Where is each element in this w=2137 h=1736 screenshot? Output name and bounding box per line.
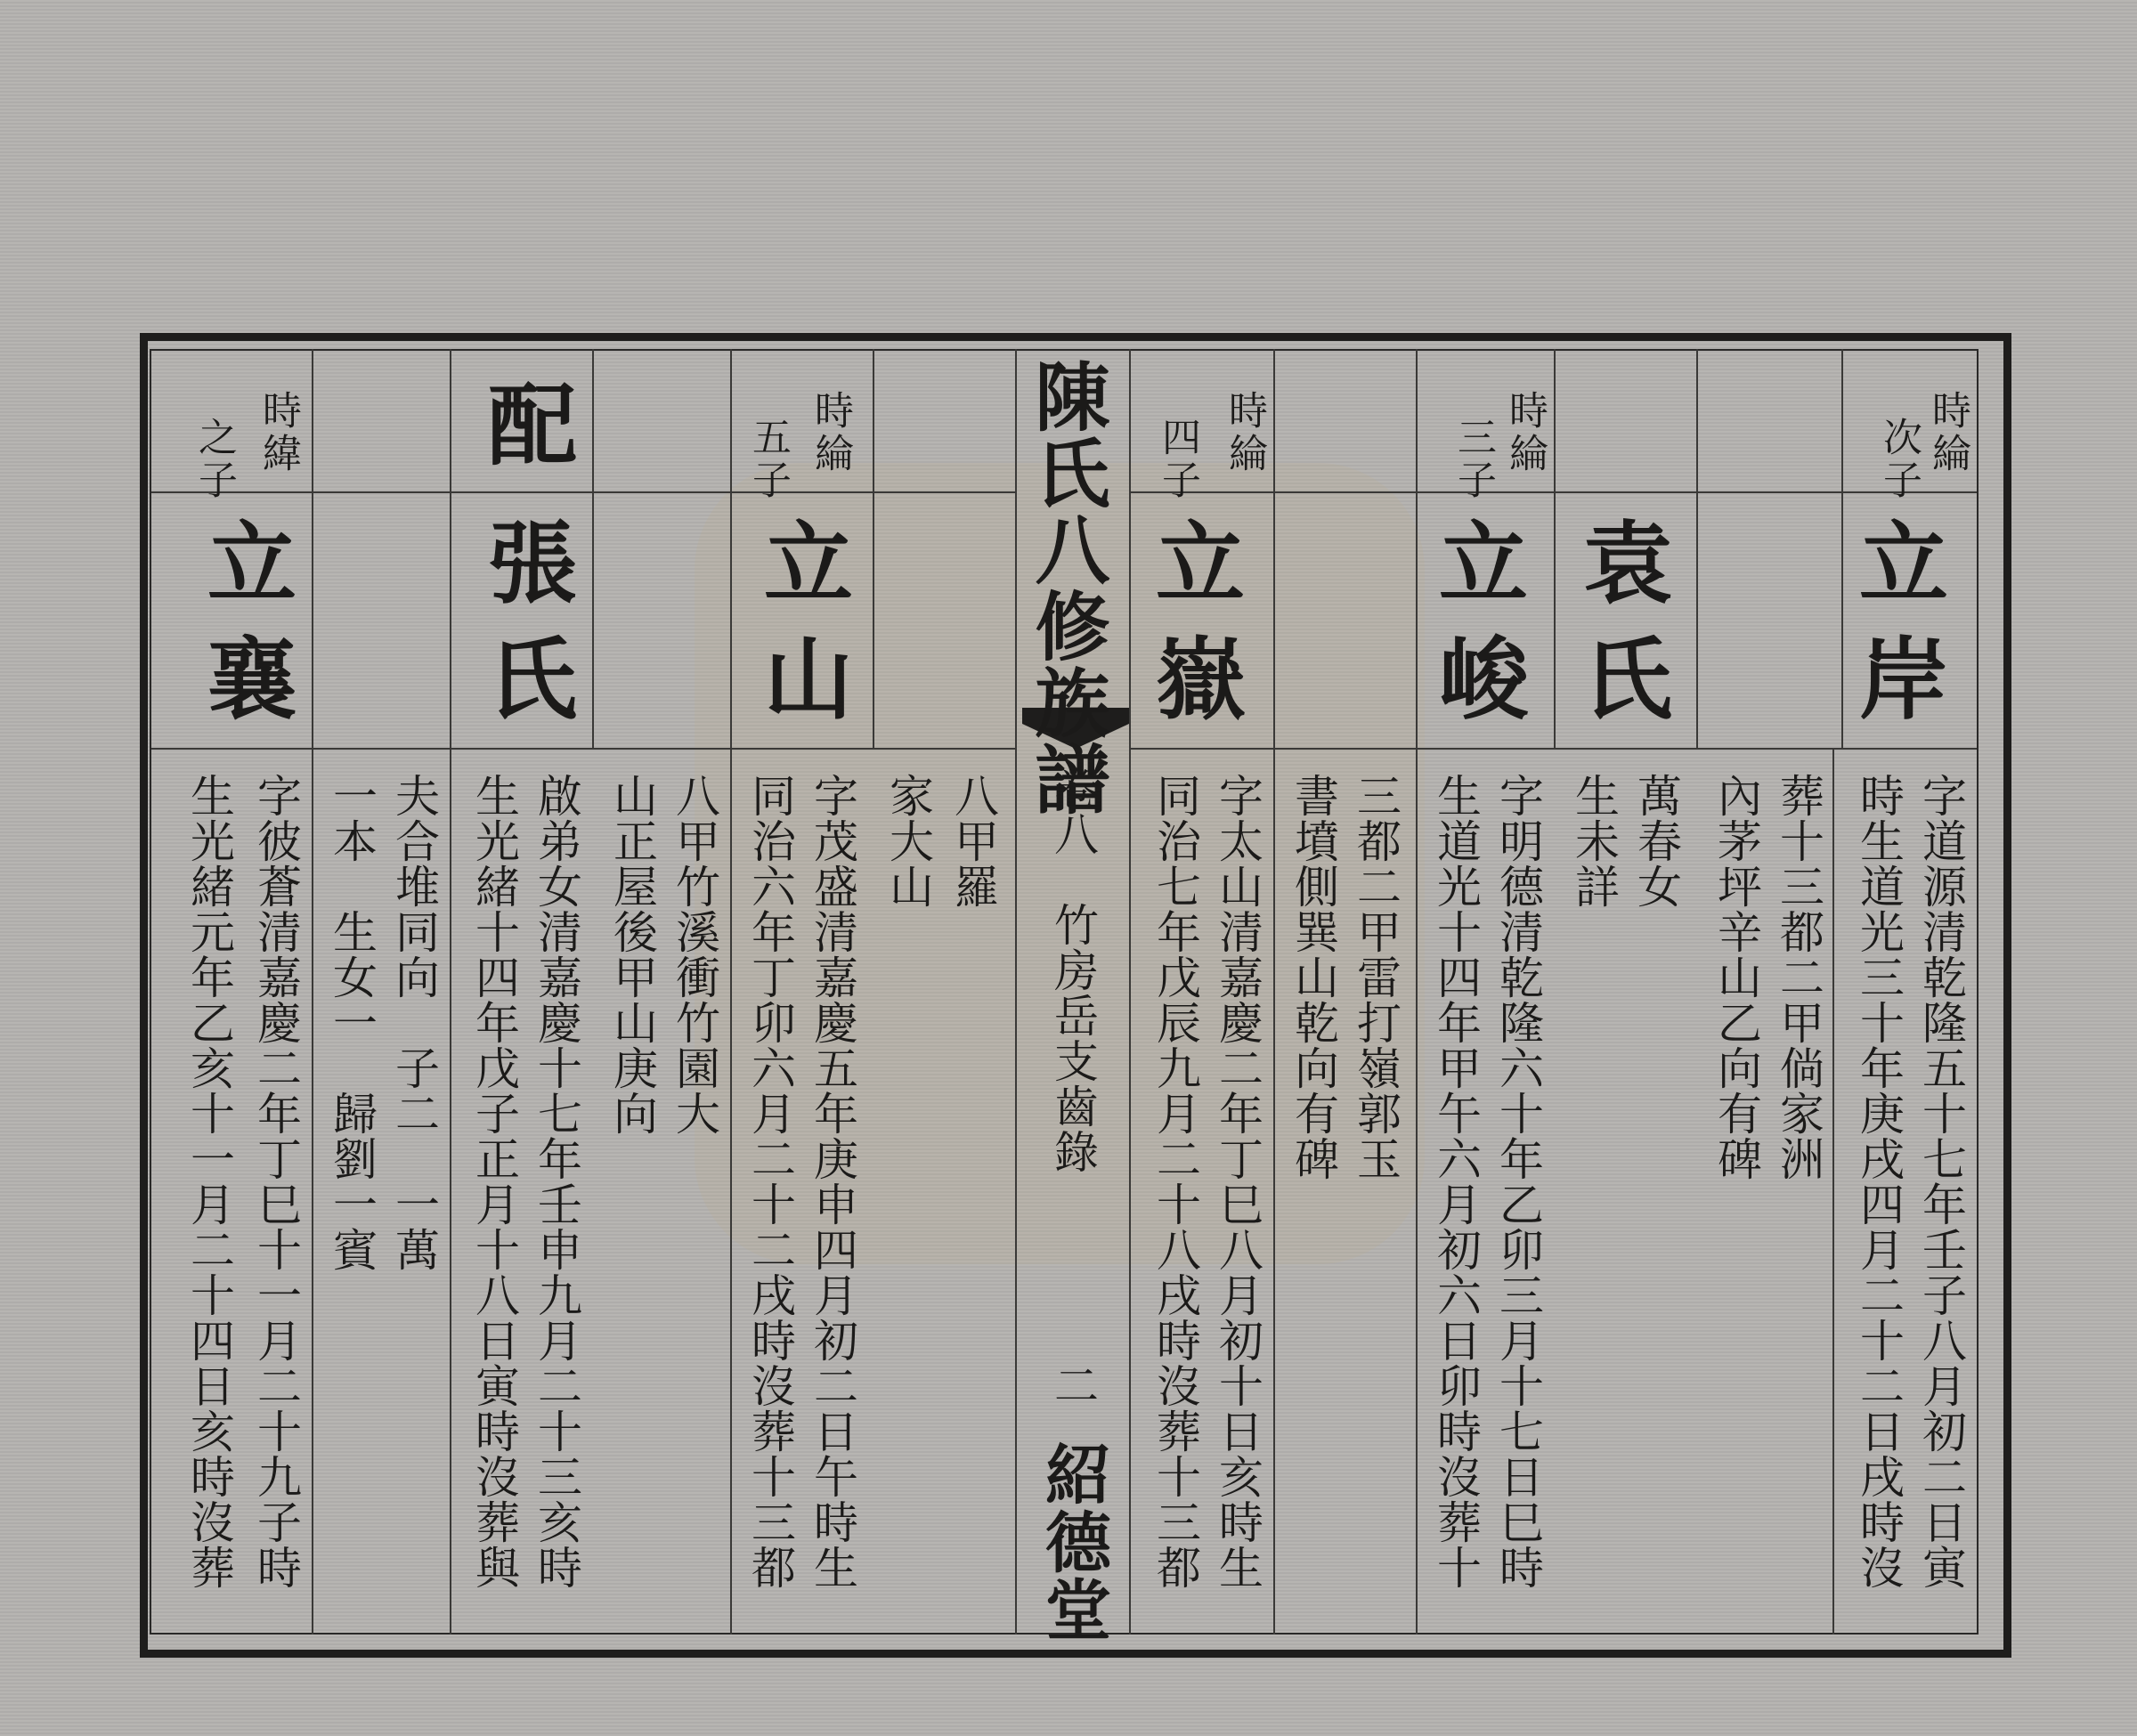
person-name: 袁氏: [1568, 516, 1673, 748]
person-name: 立岸: [1844, 516, 1949, 748]
sep-9: [450, 349, 451, 750]
bio-line: 萬春女: [1630, 773, 1682, 909]
relation: 次子: [1876, 417, 1922, 502]
volume-label: 卷八 竹房岳支齒錄: [1047, 766, 1099, 1174]
father-name: 時綸: [1222, 390, 1267, 475]
bio-line: 字明德清乾隆六十年乙卯三月十七日巳時: [1492, 773, 1544, 1590]
relation: 三子: [1450, 417, 1496, 502]
bio-line: 同治六年丁卯六月二十二戌時沒葬十三都: [744, 773, 796, 1590]
body-sep-5: [450, 750, 451, 1635]
page-number: 二: [1047, 1362, 1099, 1407]
relation: 四子: [1155, 417, 1200, 502]
bio-line: 生未詳: [1568, 773, 1620, 909]
bio-line: 八甲竹溪衝竹園大: [669, 773, 720, 1136]
sep-2: [1696, 349, 1698, 750]
sep-8: [592, 349, 594, 750]
bio-line: 內茅坪辛山乙向有碑: [1710, 773, 1762, 1181]
bio-line: 一本 生女一 歸劉一賓: [326, 773, 378, 1272]
bio-line: 書墳側巽山乾向有碑: [1288, 773, 1339, 1181]
center-rule-right: [1129, 349, 1131, 1635]
bio-line: 生光緒十四年戊子正月十八日寅時沒葬與: [468, 773, 520, 1590]
bio-line: 葬十三都二甲倘家洲: [1773, 773, 1824, 1181]
bio-line: 生道光十四年甲午六月初六日卯時沒葬十: [1430, 773, 1482, 1590]
father-name: 時緯: [256, 390, 301, 475]
father-name: 時綸: [1925, 390, 1970, 475]
bio-line: 山正屋後甲山庚向: [606, 773, 658, 1136]
body-sep-2: [1416, 750, 1418, 1635]
bio-line: 夫合堆同向 子二 一萬: [388, 773, 440, 1272]
spouse-label: 配: [473, 378, 578, 494]
relation: 五子: [745, 417, 791, 502]
person-name: 立峻: [1424, 516, 1529, 748]
bio-line: 生光緒元年乙亥十一月二十四日亥時沒葬: [183, 773, 235, 1590]
bio-line: 字彼蒼清嘉慶二年丁巳十一月二十九子時: [250, 773, 302, 1590]
father-name: 時綸: [1502, 390, 1548, 475]
person-name: 立襄: [192, 516, 297, 748]
person-name: 立山: [749, 516, 854, 748]
person-name: 立嶽: [1141, 516, 1246, 748]
header-rule-right: [1129, 491, 1977, 493]
sep-10: [312, 349, 313, 750]
bio-line: 家大山: [882, 773, 934, 909]
bio-line: 字太山清嘉慶二年丁巳八月初十日亥時生: [1212, 773, 1264, 1590]
sep-1: [1841, 349, 1843, 750]
bio-line: 字道源清乾隆五十七年壬子八月初二日寅: [1915, 773, 1967, 1590]
bio-line: 時生道光三十年庚戌四月二十二日戌時沒: [1853, 773, 1905, 1590]
sep-5: [1273, 349, 1275, 750]
body-sep-1: [1832, 750, 1834, 1635]
bio-line: 同治七年戊辰九月二十八戌時沒葬十三都: [1150, 773, 1201, 1590]
sep-3: [1554, 349, 1556, 750]
book-title: 陳氏八修族譜: [1023, 358, 1111, 817]
person-name: 張氏: [473, 516, 578, 748]
father-name: 時綸: [808, 390, 853, 475]
hall-name: 紹德堂: [1035, 1440, 1111, 1643]
bio-line: 啟弟女清嘉慶十七年壬申九月二十三亥時: [531, 773, 582, 1590]
sep-4: [1416, 349, 1418, 750]
body-sep-3: [1273, 750, 1275, 1635]
body-sep-4: [730, 750, 732, 1635]
relation: 之子: [191, 417, 237, 502]
bio-line: 八甲羅: [947, 773, 999, 909]
center-rule-left: [1015, 349, 1017, 1635]
sep-7: [730, 349, 732, 750]
name-rule-right: [1129, 748, 1977, 750]
sep-6: [873, 349, 874, 750]
name-rule-left: [151, 748, 1015, 750]
header-rule-left: [151, 491, 1015, 493]
body-sep-6: [312, 750, 313, 1635]
bio-line: 字茂盛清嘉慶五年庚申四月初二日午時生: [807, 773, 858, 1590]
bio-line: 三都二甲雷打嶺郭玉: [1350, 773, 1402, 1181]
